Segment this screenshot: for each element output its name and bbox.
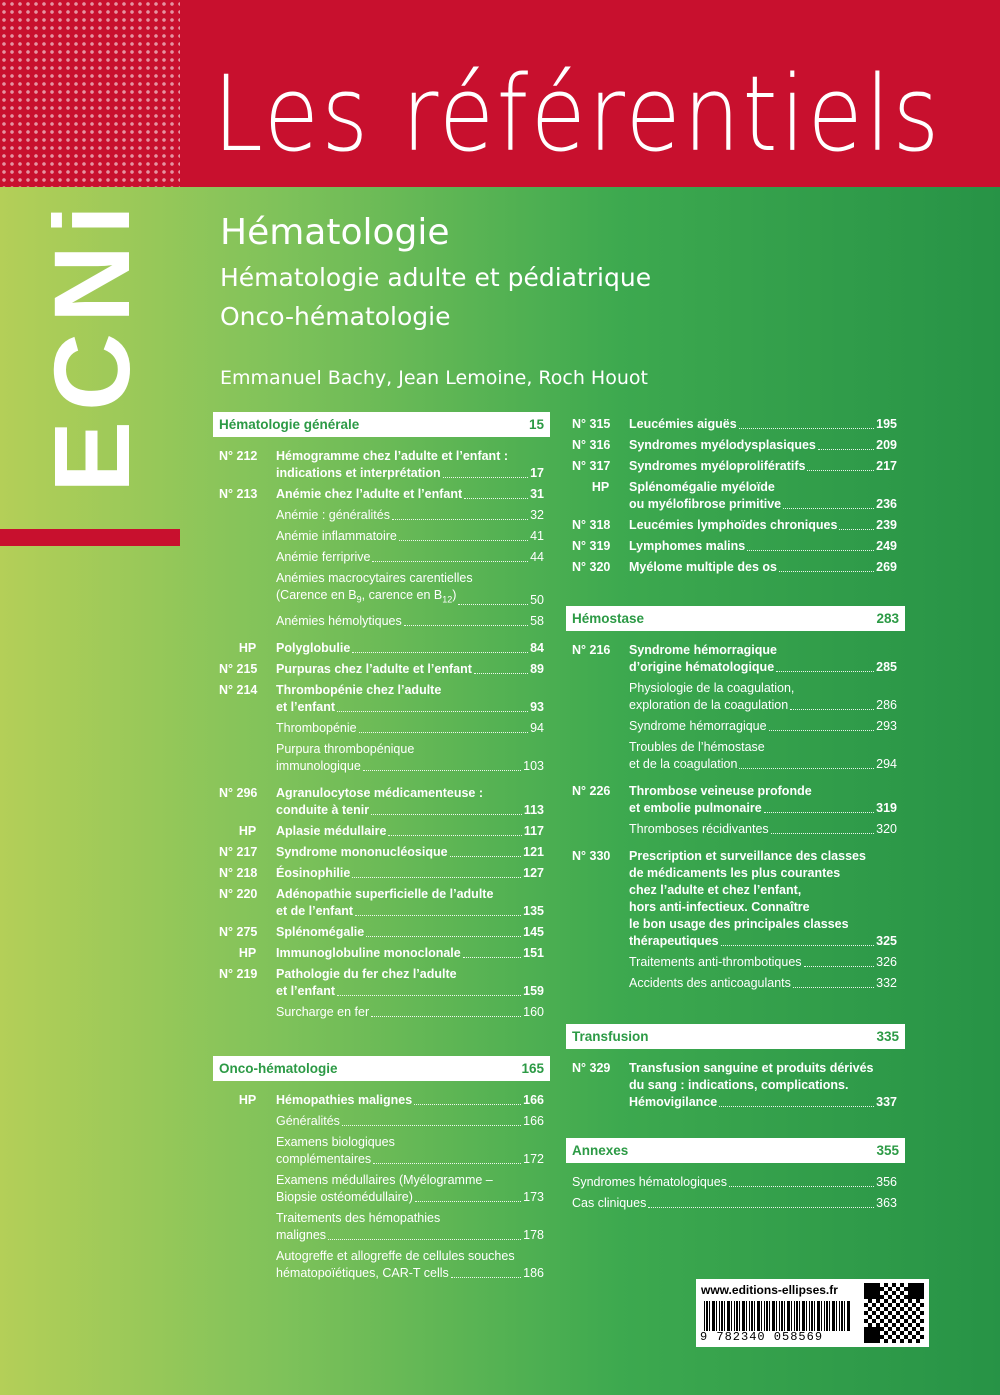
toc-entry-page: 178 bbox=[523, 1228, 544, 1242]
toc-hematologie-generale bbox=[219, 448, 544, 1025]
toc-entry: Autogreffe et allogreffe de cellules souches hématopoïétiques, CAR-T cells 186 bbox=[219, 1248, 544, 1282]
toc-entry: HP Aplasie médullaire 117 bbox=[219, 823, 544, 840]
publisher-url: www.editions-ellipses.fr bbox=[701, 1283, 838, 1297]
toc-entry-page: 151 bbox=[523, 945, 544, 960]
toc-entry: Traitements anti-thrombotiques 326 bbox=[572, 954, 897, 971]
toc-entry: N° 330 Prescription et surveillance des classes de médicaments les plus courantes chez l’adulte et chez l’enfant, hors anti-infectieux. Connaître le bon usage des principales classes thérapeutiques 325 bbox=[572, 849, 897, 948]
section-header-transfusion: Transfusion 335 bbox=[566, 1024, 905, 1049]
toc-entry-page: 127 bbox=[523, 865, 544, 880]
toc-entry: N° 315 Leucémies aiguës 195 bbox=[572, 417, 897, 431]
toc-entry-number: N° 329 bbox=[572, 1061, 611, 1075]
section-header-annexes: Annexes 355 bbox=[566, 1138, 905, 1163]
toc-entry-number: N° 275 bbox=[219, 924, 258, 939]
authors: Emmanuel Bachy, Jean Lemoine, Roch Houot bbox=[220, 367, 648, 389]
toc-entry-number: HP bbox=[238, 1093, 257, 1107]
toc-entry-page: 166 bbox=[523, 1114, 544, 1128]
toc-entry-number bbox=[572, 680, 629, 714]
toc-entry-number bbox=[219, 1113, 276, 1130]
toc-entry-page: 113 bbox=[523, 802, 544, 817]
toc-entry-number: HP bbox=[591, 480, 610, 494]
toc-entry-number: N° 320 bbox=[572, 560, 611, 574]
toc-entry-page: 135 bbox=[523, 903, 544, 918]
toc-entry-number bbox=[572, 975, 629, 992]
toc-entry: HP Immunoglobuline monoclonale 151 bbox=[219, 945, 544, 962]
toc-entry: N° 320 Myélome multiple des os 269 bbox=[572, 560, 897, 574]
barcode bbox=[704, 1301, 850, 1331]
toc-entry: N° 212 Hémogramme chez l’adulte et l’enfant : indications et interprétation 17 bbox=[219, 449, 544, 480]
toc-entry-page: 89 bbox=[530, 661, 544, 676]
toc-annexes bbox=[572, 1174, 897, 1216]
subtitle-2: Onco-hématologie bbox=[220, 302, 451, 331]
toc-entry-page: 326 bbox=[876, 955, 897, 969]
qr-code bbox=[864, 1283, 924, 1343]
toc-entry-number bbox=[219, 507, 276, 524]
section-header-onco-hematologie: Onco-hématologie 165 bbox=[213, 1056, 550, 1081]
toc-entry-page: 239 bbox=[876, 518, 897, 532]
toc-entry: Anémie : généralités 32 bbox=[219, 507, 544, 524]
toc-entry-title: Troubles de l’hémostase bbox=[629, 740, 765, 754]
toc-entry-page: 195 bbox=[876, 417, 897, 431]
toc-entry-title: Transfusion sanguine et produits dérivés du sang : indications, complications. bbox=[629, 1061, 874, 1092]
toc-entry: Cas cliniques 363 bbox=[572, 1196, 897, 1210]
toc-entry-title: Adénopathie superficielle de l’adulte bbox=[276, 886, 494, 901]
toc-entry-number: N° 296 bbox=[219, 785, 258, 800]
toc-entry: Thrombopénie 94 bbox=[219, 720, 544, 737]
toc-entry-page: 337 bbox=[876, 1095, 897, 1109]
toc-entry-page: 325 bbox=[876, 934, 897, 948]
toc-entry: Surcharge en fer 160 bbox=[219, 1004, 544, 1021]
toc-entry-page: 121 bbox=[523, 844, 544, 859]
toc-entry-page: 17 bbox=[530, 466, 544, 480]
toc-entry-title: Pathologie du fer chez l’adulte bbox=[276, 966, 457, 981]
toc-entry-number bbox=[572, 954, 629, 971]
toc-entry-title: Thrombopénie chez l’adulte bbox=[276, 682, 442, 697]
toc-entry-number bbox=[572, 739, 629, 773]
toc-entry-number: N° 316 bbox=[572, 438, 611, 452]
toc-entry-number bbox=[572, 821, 629, 838]
toc-entry-number: N° 318 bbox=[572, 518, 611, 532]
toc-entry: N° 217 Syndrome mononucléosique 121 bbox=[219, 844, 544, 859]
toc-entry-number: N° 220 bbox=[219, 886, 258, 901]
isbn-number: 9 782340 058569 bbox=[700, 1330, 824, 1344]
toc-entry-page: 294 bbox=[876, 757, 897, 771]
toc-entry: HP Polyglobulie 84 bbox=[219, 640, 544, 657]
toc-entry-number: N° 215 bbox=[219, 661, 258, 676]
toc-entry-number bbox=[219, 613, 276, 630]
toc-entry-title: Syndrome hémorragique bbox=[629, 643, 777, 657]
toc-entry-page: 285 bbox=[876, 660, 897, 674]
toc-entry-page: 32 bbox=[530, 508, 544, 522]
isbn-box bbox=[696, 1279, 929, 1347]
toc-entry: N° 318 Leucémies lymphoïdes chroniques 239 bbox=[572, 518, 897, 532]
toc-entry-title: Hémogramme chez l’adulte et l’enfant : bbox=[276, 449, 508, 463]
toc-entry: Troubles de l’hémostase et de la coagulation 294 bbox=[572, 739, 897, 773]
red-accent-bar bbox=[0, 529, 180, 546]
toc-entry-number bbox=[219, 1248, 276, 1282]
toc-entry-number bbox=[572, 718, 629, 735]
toc-entry-page: 236 bbox=[876, 497, 897, 511]
toc-entry: N° 218 Éosinophilie 127 bbox=[219, 865, 544, 880]
toc-entry-number bbox=[219, 1134, 276, 1168]
toc-entry: Accidents des anticoagulants 332 bbox=[572, 975, 897, 992]
toc-entry-page: 332 bbox=[876, 976, 897, 990]
toc-entry-page: 249 bbox=[876, 539, 897, 553]
toc-entry-page: 58 bbox=[530, 613, 544, 628]
toc-entry: Anémie inflammatoire 41 bbox=[219, 528, 544, 545]
toc-entry: N° 220 Adénopathie superficielle de l’adulte et de l’enfant 135 bbox=[219, 886, 544, 918]
toc-entry: Syndromes hématologiques 356 bbox=[572, 1175, 897, 1189]
toc-entry: Examens biologiques complémentaires 172 bbox=[219, 1134, 544, 1168]
toc-entry-number bbox=[219, 528, 276, 545]
toc-entry-title: Examens médullaires (Myélogramme – bbox=[276, 1173, 493, 1187]
toc-entry-title: Purpura thrombopénique bbox=[276, 741, 415, 756]
section-header-hemostase: Hémostase 283 bbox=[566, 606, 905, 631]
toc-entry: N° 329 Transfusion sanguine et produits dérivés du sang : indications, complications. Hémovigilance 337 bbox=[572, 1061, 897, 1109]
toc-entry-page: 319 bbox=[876, 801, 897, 815]
toc-entry-number: N° 319 bbox=[572, 539, 611, 553]
toc-entry-page: 166 bbox=[523, 1093, 544, 1107]
toc-entry-title: Physiologie de la coagulation, bbox=[629, 681, 795, 695]
toc-entry-page: 160 bbox=[523, 1004, 544, 1019]
toc-entry: N° 316 Syndromes myélodysplasiques 209 bbox=[572, 438, 897, 452]
toc-entry: N° 296 Agranulocytose médicamenteuse : conduite à tenir 113 bbox=[219, 785, 544, 817]
toc-entry-page: 94 bbox=[530, 720, 544, 735]
toc-entry-number bbox=[219, 741, 276, 775]
toc-entry-title: Thrombose veineuse profonde bbox=[629, 784, 812, 798]
toc-hemostase bbox=[572, 642, 897, 996]
subtitle-1: Hématologie adulte et pédiatrique bbox=[220, 263, 652, 292]
toc-entry-page: 293 bbox=[876, 719, 897, 733]
book-title: Hématologie bbox=[220, 212, 450, 253]
toc-entry-page: 145 bbox=[523, 924, 544, 939]
toc-entry: HP Splénomégalie myéloïde ou myélofibrose primitive 236 bbox=[572, 479, 897, 513]
toc-entry: Syndrome hémorragique 293 bbox=[572, 718, 897, 735]
toc-entry: N° 216 Syndrome hémorragique d’origine hématologique 285 bbox=[572, 643, 897, 674]
toc-entry-number: N° 317 bbox=[572, 459, 611, 473]
toc-entry-number bbox=[219, 1210, 276, 1244]
toc-entry: Thromboses récidivantes 320 bbox=[572, 821, 897, 838]
section-header-hematologie-generale: Hématologie générale 15 bbox=[213, 412, 550, 437]
toc-entry-title: Splénomégalie myéloïde bbox=[629, 480, 775, 494]
toc-entry-page: 286 bbox=[876, 698, 897, 712]
toc-entry: Anémie ferriprive 44 bbox=[219, 549, 544, 566]
toc-entry: Généralités 166 bbox=[219, 1113, 544, 1130]
toc-entry-page: 269 bbox=[876, 560, 897, 574]
toc-entry-number: N° 216 bbox=[572, 643, 611, 657]
toc-entry-page: 217 bbox=[876, 459, 897, 473]
toc-transfusion bbox=[572, 1060, 897, 1115]
toc-entry: N° 319 Lymphomes malins 249 bbox=[572, 539, 897, 553]
toc-entry-page: 41 bbox=[530, 529, 544, 543]
toc-entry-page: 44 bbox=[530, 550, 544, 564]
toc-entry: Examens médullaires (Myélogramme – Biopsie ostéomédullaire) 173 bbox=[219, 1172, 544, 1206]
toc-entry-number: N° 214 bbox=[219, 682, 258, 697]
toc-entry-number: N° 226 bbox=[572, 784, 611, 798]
toc-entry-page: 356 bbox=[876, 1175, 897, 1189]
toc-entry: N° 226 Thrombose veineuse profonde et embolie pulmonaire 319 bbox=[572, 784, 897, 815]
toc-entry: Traitements des hémopathies malignes 178 bbox=[219, 1210, 544, 1244]
toc-entry: N° 317 Syndromes myéloprolifératifs 217 bbox=[572, 459, 897, 473]
toc-entry-number: N° 330 bbox=[572, 849, 611, 863]
toc-onco-continued bbox=[572, 416, 897, 580]
toc-entry-number: N° 212 bbox=[219, 449, 258, 463]
toc-entry-number bbox=[219, 549, 276, 566]
toc-entry-number bbox=[219, 1004, 276, 1021]
toc-entry-page: 103 bbox=[523, 758, 544, 773]
toc-entry-page: 363 bbox=[876, 1196, 897, 1210]
toc-entry-number: N° 219 bbox=[219, 966, 258, 981]
toc-onco-hematologie bbox=[219, 1092, 544, 1286]
toc-entry-title: Autogreffe et allogreffe de cellules souches bbox=[276, 1249, 515, 1263]
toc-entry-page: 50 bbox=[530, 592, 544, 607]
toc-entry: Purpura thrombopénique immunologique 103 bbox=[219, 741, 544, 775]
toc-entry-title: Anémies macrocytaires carentielles bbox=[276, 571, 473, 585]
toc-entry-title: Prescription et surveillance des classes de médicaments les plus courantes chez l’adulte et chez l’enfant, hors anti-infectieux. Connaître le bon usage des principales classes bbox=[629, 849, 866, 931]
toc-entry-page: 159 bbox=[523, 983, 544, 998]
series-title: Les référentiels bbox=[213, 53, 942, 175]
toc-entry: N° 214 Thrombopénie chez l’adulte et l’enfant 93 bbox=[219, 682, 544, 714]
toc-entry-title: Traitements des hémopathies bbox=[276, 1211, 441, 1225]
dot-pattern bbox=[0, 0, 180, 187]
toc-entry-number: HP bbox=[238, 945, 257, 960]
toc-entry-number: N° 218 bbox=[219, 865, 258, 880]
toc-entry-number: N° 217 bbox=[219, 844, 258, 859]
toc-entry-number: HP bbox=[238, 823, 257, 838]
toc-entry-page: 117 bbox=[523, 823, 544, 838]
toc-entry-title: Agranulocytose médicamenteuse : bbox=[276, 785, 484, 800]
toc-entry-page: 93 bbox=[530, 699, 544, 714]
toc-entry: Physiologie de la coagulation, exploration de la coagulation 286 bbox=[572, 680, 897, 714]
toc-entry: Anémies hémolytiques 58 bbox=[219, 613, 544, 630]
toc-entry-number: N° 213 bbox=[219, 487, 258, 501]
toc-entry: N° 275 Splénomégalie 145 bbox=[219, 924, 544, 939]
toc-entry: HP Hémopathies malignes 166 bbox=[219, 1092, 544, 1109]
toc-entry-number bbox=[219, 720, 276, 737]
toc-entry: N° 219 Pathologie du fer chez l’adulte et l’enfant 159 bbox=[219, 966, 544, 998]
toc-entry: N° 215 Purpuras chez l’adulte et l’enfant 89 bbox=[219, 661, 544, 676]
toc-entry-page: 31 bbox=[530, 487, 544, 501]
toc-entry-number: HP bbox=[238, 640, 257, 655]
toc-entry-number bbox=[219, 570, 276, 609]
toc-entry-title: Examens biologiques bbox=[276, 1135, 395, 1149]
toc-entry-page: 173 bbox=[523, 1190, 544, 1204]
toc-entry-page: 186 bbox=[523, 1266, 544, 1280]
toc-entry-number bbox=[219, 1172, 276, 1206]
toc-entry-page: 84 bbox=[530, 640, 544, 655]
toc-entry: Anémies macrocytaires carentielles (Carence en $B_9$, carence en $B_{12}$) 50 bbox=[219, 570, 544, 609]
toc-entry: N° 213 Anémie chez l’adulte et l’enfant 31 bbox=[219, 487, 544, 501]
toc-entry-page: 209 bbox=[876, 438, 897, 452]
toc-entry-page: 172 bbox=[523, 1152, 544, 1166]
toc-entry-page: 320 bbox=[876, 822, 897, 836]
toc-entry-number: N° 315 bbox=[572, 417, 611, 431]
